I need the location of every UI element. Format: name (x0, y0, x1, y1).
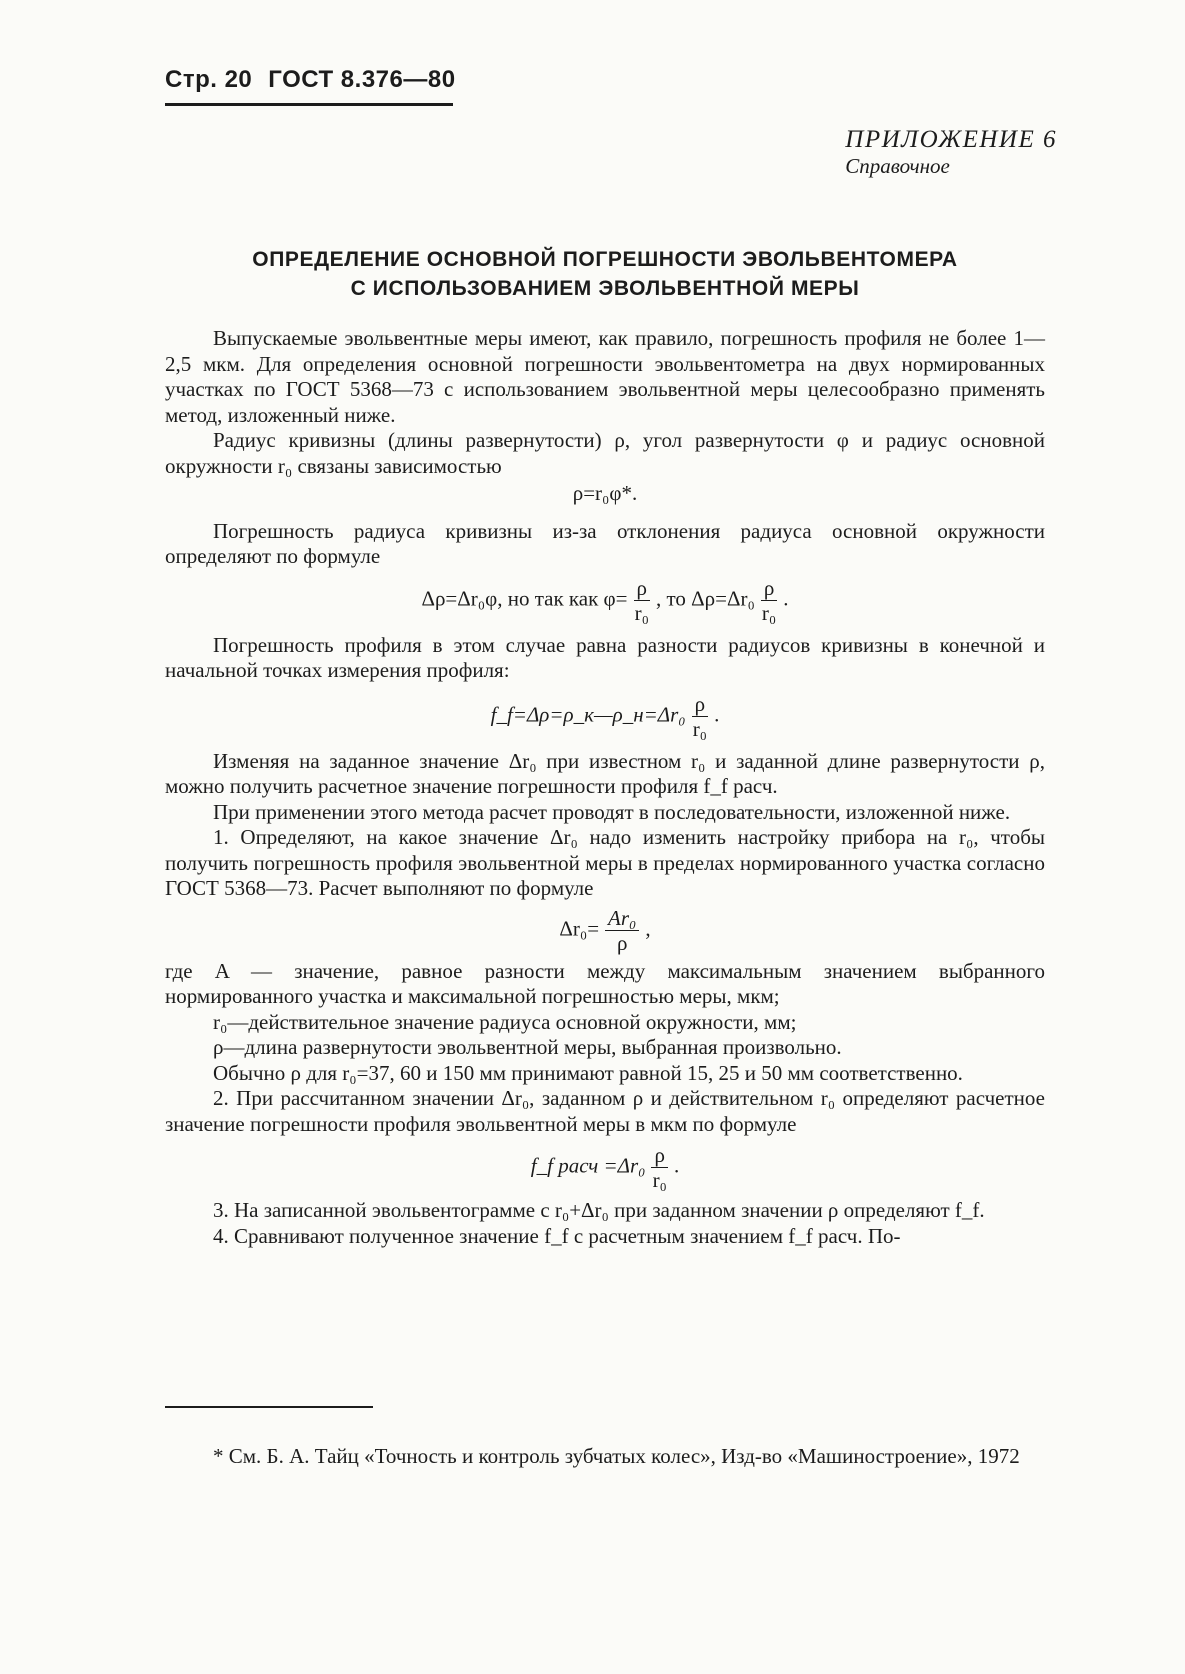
paragraph: Радиус кривизны (длины развернутости) ρ, угол развернутости φ и радиус основной окружности r₀ связаны зависимостью (165, 428, 1045, 478)
paragraph: 4. Сравнивают полученное значение f_f с расчетным значением f_f расч. По- (213, 1223, 901, 1248)
paragraph: r₀—действительное значение радиуса основной окружности, мм; (213, 1009, 797, 1034)
header-rule (165, 103, 453, 106)
fraction: $\frac{\rho}{\text{r₀}}$ (761, 575, 777, 625)
paragraph: Выпускаемые эвольвентные меры имеют, как правило, погрешность профиля не более 1—2,5 мкм. Для определения основной погрешности эвольвентометра на двух нормированных участках по ГОСТ 5368—73 с использованием эвольвентной меры целесообразно применять метод, изложенный ниже. (165, 326, 1045, 427)
appendix-label (845, 126, 1057, 179)
paragraph: При применении этого метода расчет проводят в последовательности, изложенной ниже. (213, 799, 1011, 824)
formula: Δr₀= $\frac{\text{Ar₀}}{\rho}$ , (559, 905, 651, 955)
fraction: $\frac{\text{Ar₀}}{\rho}$ (605, 906, 639, 955)
fraction: $\frac{\rho}{\text{r₀}}$ (634, 575, 649, 625)
page-number: Стр. 20 (165, 66, 253, 93)
page-header (165, 66, 472, 94)
document-body (165, 326, 1045, 1249)
paragraph: 3. На записанной эвольвентограмме с r₀+Δr₀ при заданном значении ρ определяют f_f. (213, 1198, 985, 1222)
title-line-2: С ИСПОЛЬЗОВАНИЕМ ЭВОЛЬВЕНТНОЙ МЕРЫ (350, 277, 860, 300)
paragraph: Погрешность профиля в этом случае равна разности радиусов кривизны в конечной и начальной точках измерения профиля: (165, 632, 1045, 682)
formula: f_f расч =Δr₀ $\frac{\rho}{\text{r₀}}$ . (530, 1143, 680, 1192)
formula: ρ=r₀φ*. (572, 481, 638, 505)
paragraph: Погрешность радиуса кривизны из-за отклонения радиуса основной окружности определяют по формуле (165, 518, 1045, 568)
paragraph: 2. При рассчитанном значении Δr₀, заданном ρ и действительном r₀ определяют расчетное значение погрешности профиля эвольвентной меры в мкм по формуле (165, 1086, 1045, 1136)
title-line-1: ОПРЕДЕЛЕНИЕ ОСНОВНОЙ ПОГРЕШНОСТИ ЭВОЛЬВЕНТОМЕРА (252, 248, 958, 271)
paragraph: Изменяя на заданное значение Δr₀ при известном r₀ и заданной длине развернутости ρ, можно получить расчетное значение погрешности профиля f_f расч. (165, 748, 1045, 798)
footnote: * См. Б. А. Тайц «Точность и контроль зубчатых колес», Изд-во «Машиностроение», 1972 (213, 1444, 1020, 1468)
document-title (165, 245, 1045, 303)
fraction: $\frac{\rho}{\text{r₀}}$ (652, 1143, 667, 1192)
appendix-kind: Справочное (845, 154, 950, 178)
formula: f_f=Δρ=ρ_к—ρ_н=Δr₀ $\frac{\rho}{\text{r₀}}$ . (490, 691, 720, 741)
appendix-title: ПРИЛОЖЕНИЕ 6 (845, 126, 1057, 153)
formula: Δρ=Δr₀φ, но так как φ= $\frac{\rho}{\text{r₀}}$ , то Δρ=Δr₀ $\frac{\rho}{\text{r₀}}$ . (421, 575, 789, 625)
paragraph: ρ—длина развернутости эвольвентной меры, выбранная произвольно. (213, 1035, 842, 1059)
paragraph: Обычно ρ для r₀=37, 60 и 150 мм принимают равной 15, 25 и 50 мм соответственно. (213, 1060, 963, 1085)
paragraph: 1. Определяют, на какое значение Δr₀ надо изменить настройку прибора на r₀, чтобы получить погрешность профиля эвольвентной меры в пределах нормированного участка согласно ГОСТ 5368—73. Расчет выполняют по формуле (165, 825, 1045, 900)
fraction: $\frac{\rho}{\text{r₀}}$ (692, 691, 708, 741)
paragraph: где A — значение, равное разности между максимальным значением выбранного нормированного участка и максимальной погрешностью меры, мкм; (165, 958, 1045, 1008)
gost-number: ГОСТ 8.376—80 (268, 66, 456, 93)
footnote-rule (165, 1406, 373, 1408)
